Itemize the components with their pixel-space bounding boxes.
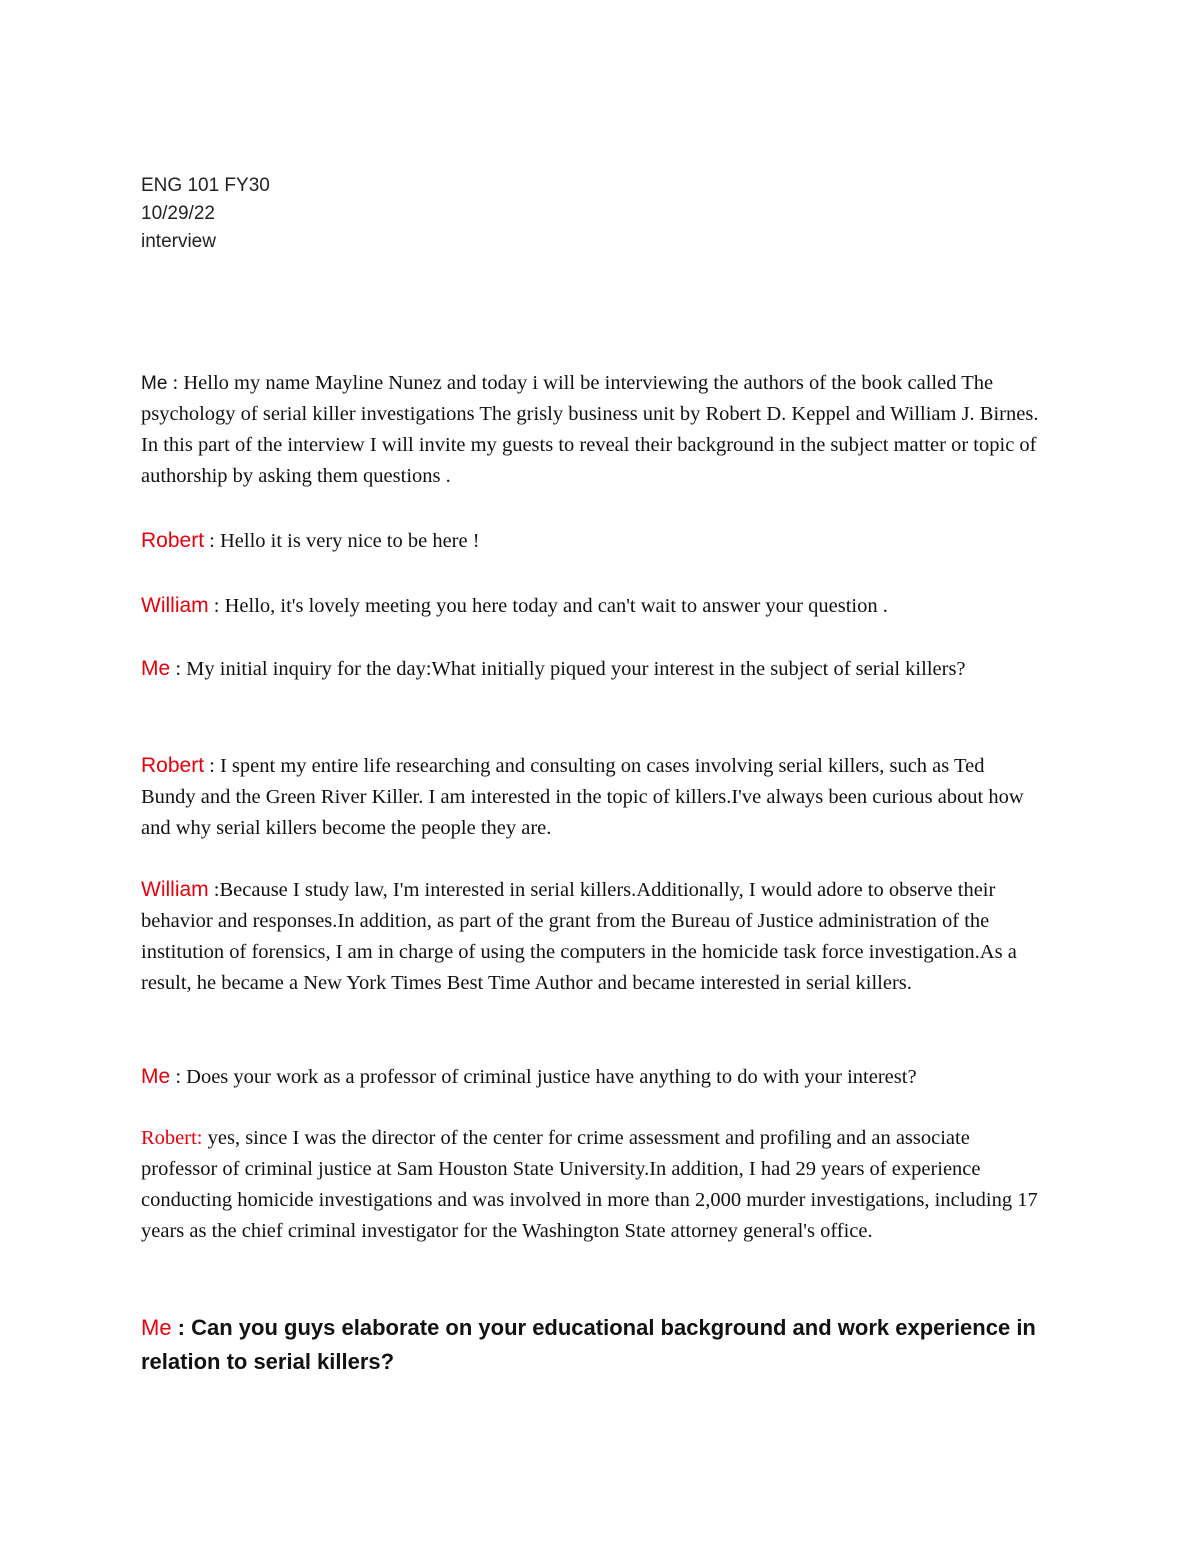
dialogue-text: Does your work as a professor of criminal justice have anything to do with your interest? — [186, 1066, 917, 1088]
speaker-name: Me — [141, 1065, 171, 1088]
speaker-name: William — [141, 594, 209, 617]
speaker-name: Robert: — [141, 1127, 203, 1149]
dialogue-entry-3 — [141, 590, 1041, 622]
speaker-separator: : — [171, 1315, 192, 1340]
dialogue-entry-5 — [141, 750, 1041, 844]
dialogue-entry-7 — [141, 1061, 1041, 1093]
dialogue-entry-6 — [141, 874, 1041, 999]
dialogue-text: yes, since I was the director of the center for crime assessment and profiling and an associate professor of criminal justice at Sam Houston State University.In addition, I had 29 years of experience conducting homicide investigations and was involved in more than 2,000 murder investigations, including 17 years as the chief criminal investigator for the Washington State attorney general's office. — [141, 1127, 1038, 1242]
dialogue-entry-4 — [141, 653, 1041, 685]
dialogue-text: My initial inquiry for the day:What initially piqued your interest in the subject of serial killers? — [186, 658, 966, 680]
dialogue-entry-9 — [141, 1311, 1041, 1379]
speaker-separator: : — [208, 595, 225, 617]
speaker-name: Me — [141, 1315, 172, 1340]
speaker-name: Me — [141, 373, 168, 394]
dialogue-text: Hello it is very nice to be here ! — [219, 530, 480, 552]
dialogue-entry-2 — [141, 525, 1041, 557]
dialogue-text: Hello my name Mayline Nunez and today i will be interviewing the authors of the book called The psychology of serial killer investigations The grisly business unit by Robert D. Keppel and William J. Birnes. In this part of the interview I will invite my guests to reveal their background in the subject matter or topic of authorship by asking them questions . — [141, 372, 1039, 487]
speaker-separator: : — [170, 1066, 187, 1088]
speaker-separator: : — [170, 658, 187, 680]
speaker-name: Robert — [141, 529, 205, 552]
speaker-separator: : — [204, 530, 220, 552]
course-line: ENG 101 FY30 — [141, 175, 270, 196]
speaker-name: William — [141, 878, 209, 901]
dialogue-entry-8 — [141, 1123, 1041, 1247]
dialogue-text: I spent my entire life researching and consulting on cases involving serial killers, such as Ted Bundy and the Green River Killer. I am interested in the topic of killers.I've always been curious about how and why serial killers become the people they are. — [141, 755, 1024, 839]
dialogue-text: Hello, it's lovely meeting you here today and can't wait to answer your question . — [224, 595, 888, 617]
date-line: 10/29/22 — [141, 203, 215, 224]
doc-type-line: interview — [141, 231, 216, 252]
dialogue-text: Can you guys elaborate on your educational background and work experience in relation to serial killers? — [141, 1315, 1036, 1374]
speaker-name: Me — [141, 657, 171, 680]
speaker-separator: : — [208, 879, 220, 901]
speaker-name: Robert — [141, 754, 205, 777]
document-header — [141, 172, 270, 256]
speaker-separator: : — [204, 755, 220, 777]
dialogue-text: Because I study law, I'm interested in serial killers.Additionally, I would adore to observe their behavior and responses.In addition, as part of the grant from the Bureau of Justice administration of the institution of forensics, I am in charge of using the computers in the homicide task force investigation.As a result, he became a New York Times Best Time Author and became interested in serial killers. — [141, 879, 1017, 994]
dialogue-entry-1 — [141, 368, 1041, 492]
speaker-separator: : — [167, 372, 184, 394]
